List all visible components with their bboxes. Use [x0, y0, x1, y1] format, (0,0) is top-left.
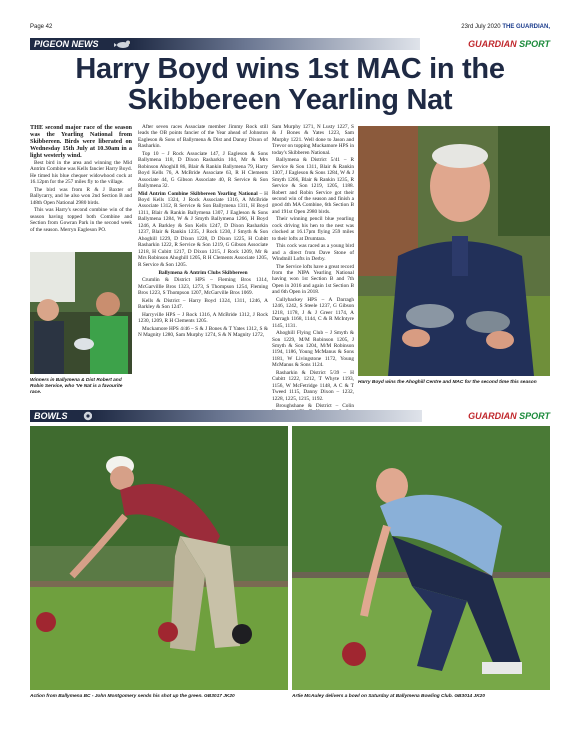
page-number: Page 42 [30, 24, 53, 30]
subhead-clubs: Ballymena & Antrim Clubs Skibbereen [158, 269, 248, 276]
article-column-2: After seven races Associate member Jimmy Rock still leads the OB points fancier of the Year ahead of Johnston Eagleson & Sons of Ballymena & Dist and Danny Dixon of Rasharkin. Top 10 – J Rock Associate 147, J Eagleson & Sons Ballymena 118, D Dixon Rasharkin 104, Mr & Mrs Robinson Ahoghill 86, Blair & Rankin Ballymena 79, Harry Boyd Kells 76, A McBride Associate 63, R H Clements Associate 44, G Gibson Associate 40, R Service & Son Ballymena 32. Mid Antrim Combine Skibbereen Yearling National – H Boyd Kells 1324, J Rock Associate 1316, A McBride Associate 1312, R Service & Son Ballymena 1311, H Boyd 1311, Blair & Rankin Ballymena 1307, J Eagleson & Sons Ballymena 1284, W & J Smyth Ballymena 1266, H Boyd 1246, A Barkley & Son Kells 1247, D Dixon Rasharkin 1237, Blair & Rankin 1235, J Rock 1230, J Smyth & Son Ahoghill 1229, D Dixon 1228, D Dixon 1225, H Cubitt Rasharkin 1222, R Service & Son 1219, G Gibson Associate 1218, H Cubitt 1217, D Dixon 1215, J Rock 1209, Mr & Mrs Robinson Ahoghill 1205, R H Clements Associate 1205, R Service & Son 1205. Ballymena & Antrim Clubs Skibbereen Crumlin & District HPS – Fleming Bros 1314, McGarvillle Bros 1323, 1273, S Thompson 1254, Fleming Bros 1223, S Thompson 1207, McGarville Bros 1069. Kells & District – Harry Boyd 1324, 1311, 1246, A Barkley & Son 1247. Harryville HPS – J Rock 1316, A McBride 1312, J Rock 1230, 1209, R H Clements 1205. Muckamore HPS 4/46 – S & J Bones & T Yates 1312, S & N Magnity 1280, Sam Murphy 1274, S & N Magnity 1272, [138, 124, 268, 339]
guardian-sport-logo-bowls: GUARDIAN SPORT [468, 411, 550, 421]
photo-bowls-right-illustration [292, 426, 550, 690]
section-label-pigeon: PIGEON NEWS [30, 38, 134, 50]
publication-name: THE GUARDIAN, [502, 24, 550, 30]
subhead-mac: Mid Antrim Combine Skibbereen Yearling National [138, 190, 258, 197]
guardian-sport-logo: GUARDIAN SPORT [468, 39, 550, 49]
section-band-gradient [130, 38, 420, 50]
photo-service-winners [30, 252, 132, 374]
headline: Harry Boyd wins 1st MAC in the Skibbereen Yearling Nat [75, 53, 505, 116]
issue-date: 23rd July 2020 THE GUARDIAN, [461, 24, 550, 30]
section-label-bowls: BOWLS [30, 410, 96, 422]
page-header [30, 22, 550, 34]
photo-harry-boyd [358, 126, 550, 376]
photo-big-caption: Harry Boyd wins the Ahoghill Centre and MAC for the second time this season [358, 380, 537, 385]
article-column-3: Sam Murphy 1271, N Lusty 1227, S & J Bones & Yates 1223, Sam Murphy 1221. Well done to Jason and Trevor on topping Muckamore HPS in today's Skibberen National. Ballymena & District 5/41 – R Service & Son 1311, Blair & Rankin 1307, J Eagleson & Sons 1284, W & J Smyth 1266, Blair & Rankin 1235, R Service & Son 1219, 1205, 1188. Robert and Robin Service got their second win of the season and finish a good 4th MA Combine, 6th Section B and 191st Open 2980 birds. Their winning pencil blue yearling cock driving his hen to the nest was clocked at 16.17pm flying 259 miles to their lofts at Drumtara. This cock was raced as a young bird and a direct from Dave Stone of Windmill Lofts in Derby. The Service lofts have a great record from the NIPA Yearling National having won 1st Section B and 7th Open in 2016 and again 1st Section B and 6th Open in 2018. Cullybackey HPS – A Darragh 1246, 1242, S Steele 1237, G Gibson 1218, 1178, J & J Greer 1174, A Darragh 1168, 1144, C & R McIntyre 1145, 1131. Ahoghill Flying Club – J Smyth & Son 1229, M/M Robinson 1205, J Smyth & Son 1204, M/M Robinson 1194, 1186, Young McManus & Sons 1181, W Livingstone 1172, Young McManus & Sons 1124. Rasharkin & District 5/39 – H Cubitt 1222, 1212, T Whyte 1193, 1156, W McFetridge 1148, A C & T Tweed 1115, Danny Dixon – 1232, 1228, 1225, 1215, 1192. Broughshane & District – Colin [272, 124, 354, 410]
photo-bowls-left [30, 426, 288, 690]
photo-small-caption: Winners in Ballymena & Dist Robert and Robin Service, who 'Ve Nat is a favourite race. [30, 378, 123, 395]
photo-bowls-left-illustration [30, 426, 288, 690]
bowls-right-caption: Artie McAuley delivers a bowl on Saturday at Ballymena Bowling Club. GB3014 JK20 [292, 694, 485, 699]
article-column-1: THE second major race of the season was the Yearling National from Skibbereen. Birds were liberated on Wednesday 15th July at 10.30am in a light westerly wind. Best bird in the area and winning the Mid Antrim Combine was Kells fancier Harry Boyd. He timed his blue chequer widowhood cock at 16.12pm for the 257 miles fly to the village. The bird was from R & J Baxter of Ballycarry, and he also won 2nd Section B and 148th Open National 2980 birds. This was Harry's second combine win of the season having topped both Combine and Section from Gowran Park in the second week of the season. Merryn Eagleson PO. [30, 124, 132, 233]
photo-harry-boyd-illustration [358, 126, 550, 376]
bowls-left-caption: Action from Ballymena BC - John Montgomery sends his shot up the green. GB3017 JK20 [30, 694, 235, 699]
photo-bowls-right [292, 426, 550, 690]
photo-service-illustration [30, 252, 132, 374]
section-band-gradient-bowls [92, 410, 422, 422]
